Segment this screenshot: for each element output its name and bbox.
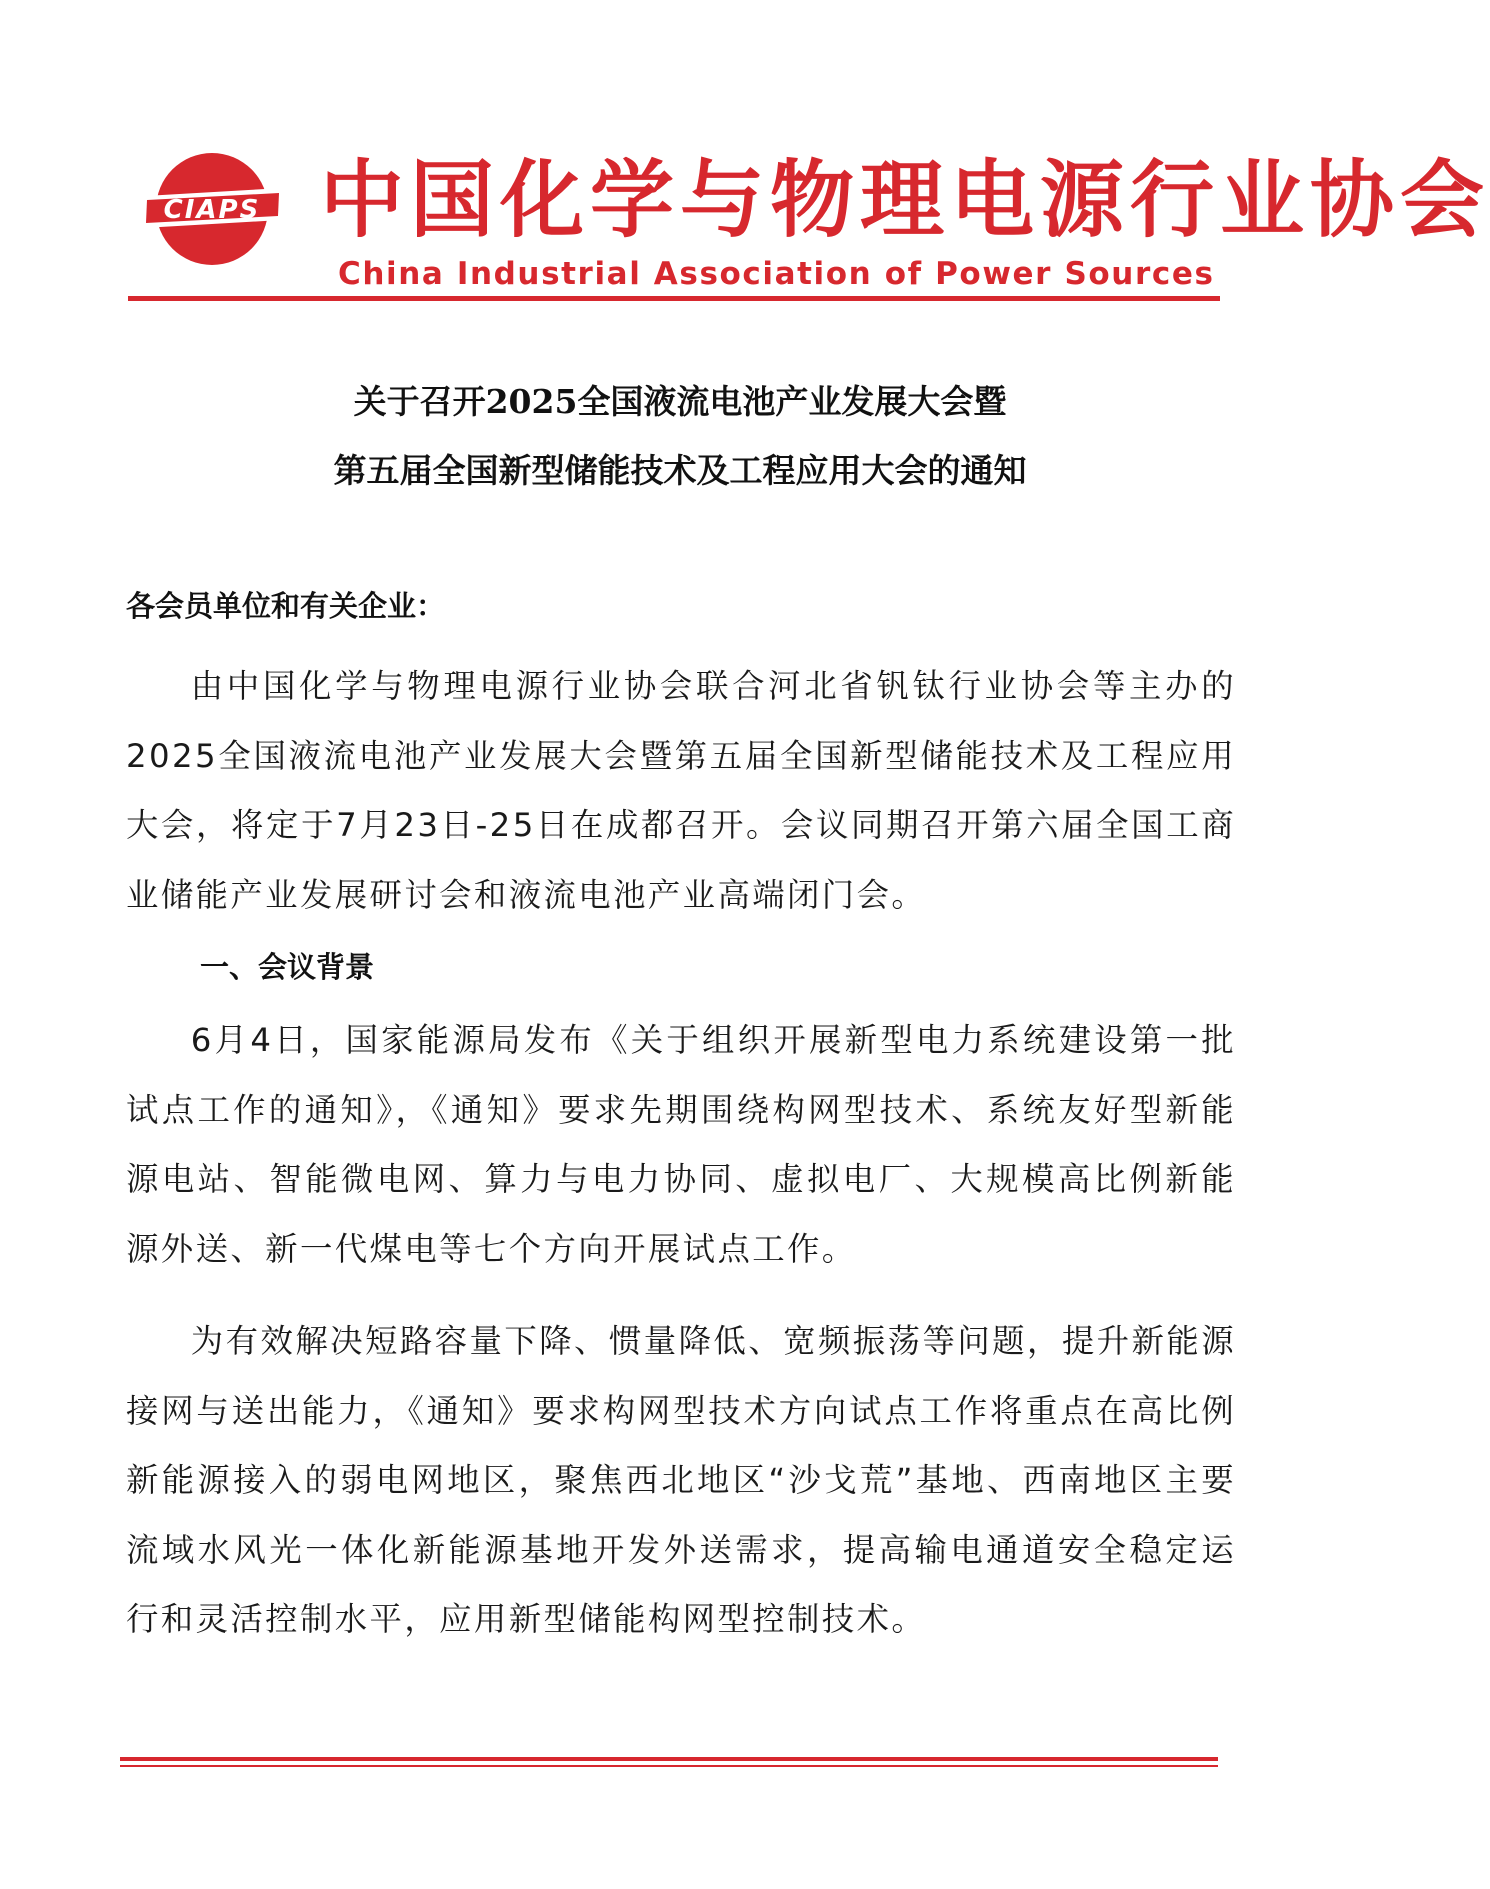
org-name-english: China Industrial Association of Power Sources xyxy=(338,256,1215,292)
logo-text: CIAPS xyxy=(163,195,261,225)
paragraph-background-2: 为有效解决短路容量下降、惯量降低、宽频振荡等问题，提升新能源接网与送出能力，《通知》要求构网型技术方向试点工作将重点在高比例新能源接入的弱电网地区，聚焦西北地区“沙戈荒”基地、西南地区主要流域水风光一体化新能源基地开发外送需求，提高输电通道安全稳定运行和灵活控制水平，应用新型储能构网型控制技术。 xyxy=(126,1322,1236,1638)
ciaps-logo xyxy=(133,148,291,270)
footer-divider-thin xyxy=(120,1765,1218,1767)
letterhead xyxy=(0,0,1490,320)
org-name-chinese: 中国化学与物理电源行业协会 xyxy=(320,151,1490,249)
document-title-line-2: 第五届全国新型储能技术及工程应用大会的通知 xyxy=(333,451,1027,490)
document-title-line-1: 关于召开2025全国液流电池产业发展大会暨 xyxy=(353,382,1007,421)
paragraph-background-1: 6月4日，国家能源局发布《关于组织开展新型电力系统建设第一批试点工作的通知》，《通知》要求先期围绕构网型技术、系统友好型新能源电站、智能微电网、算力与电力协同、虚拟电厂、大规模高比例新能源外送、新一代煤电等七个方向开展试点工作。 xyxy=(126,1021,1236,1268)
header-divider xyxy=(128,296,1220,301)
paragraph-intro: 由中国化学与物理电源行业协会联合河北省钒钛行业协会等主办的2025全国液流电池产业发展大会暨第五届全国新型储能技术及工程应用大会，将定于7月23日-25日在成都召开。会议同期召开第六届全国工商业储能产业发展研讨会和液流电池产业高端闭门会。 xyxy=(126,667,1236,914)
section-heading-background: 一、会议背景 xyxy=(200,950,375,984)
footer-divider-thick xyxy=(120,1757,1218,1761)
salutation: 各会员单位和有关企业： xyxy=(126,589,446,623)
